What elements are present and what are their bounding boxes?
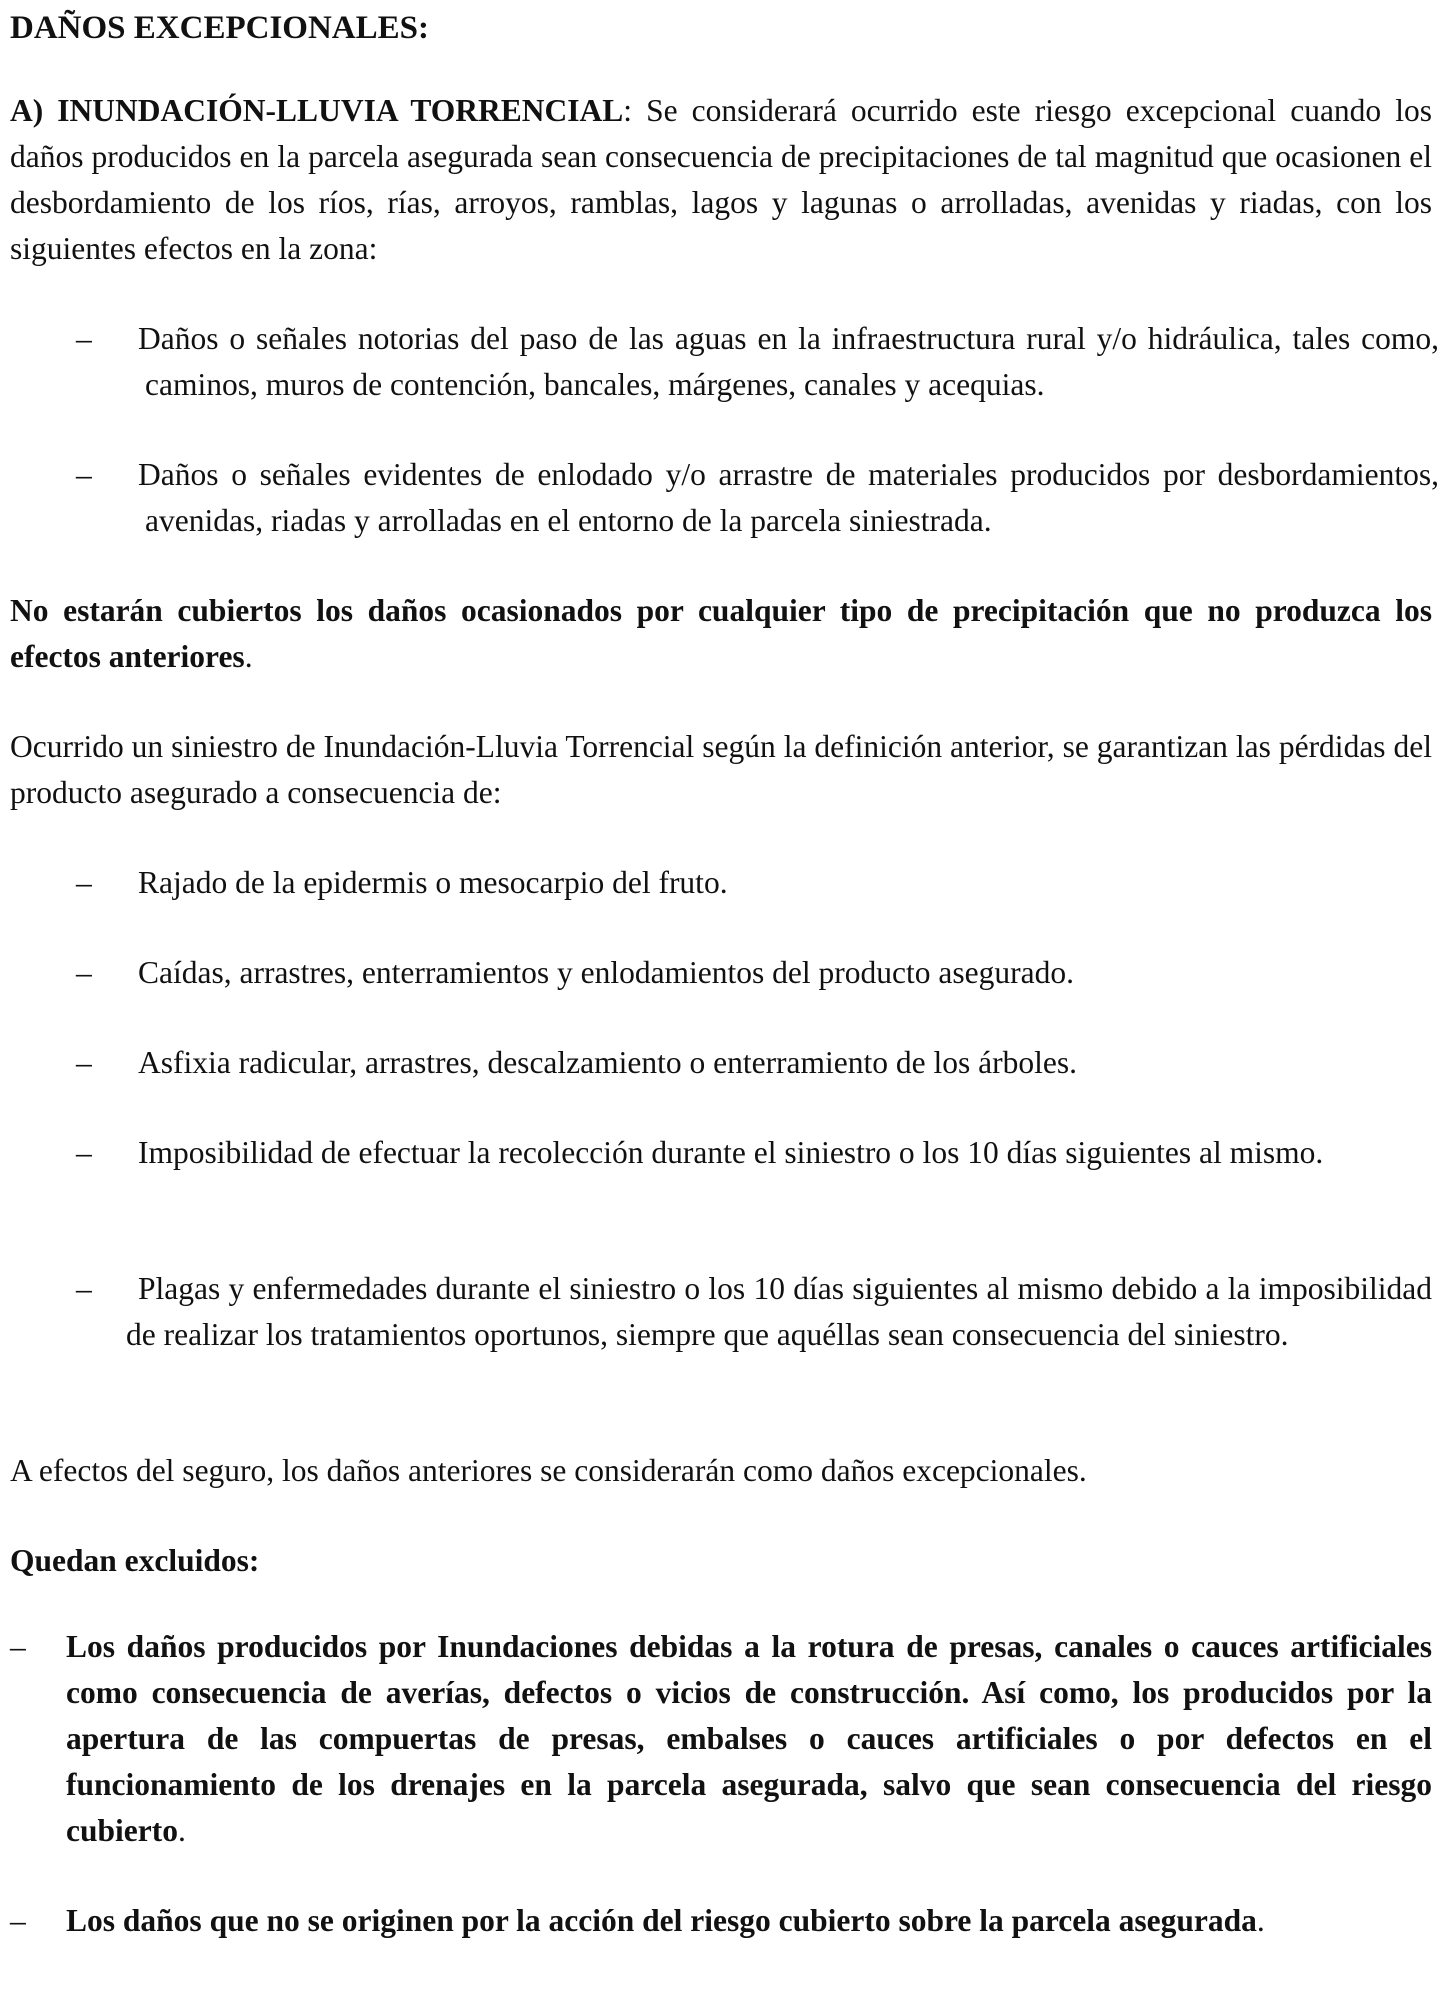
section-a-paragraph [10, 88, 1432, 272]
effect-item-text: Daños o señales notorias del paso de las aguas en la infraestructura rural y/o hidráulica, tales como, caminos, muros de contención, bancales, márgenes, canales y acequias. [138, 321, 1439, 402]
loss-item-text: Plagas y enfermedades durante el siniestro o los 10 días siguientes al mismo debido a la imposibilidad de realizar los tratamientos oportunos, siempre que aquéllas sean consecuencia del siniestro. [126, 1271, 1432, 1352]
section-a-heading: A) INUNDACIÓN-LLUVIA TORRENCIAL [10, 93, 624, 128]
bullet-dash: – [10, 1903, 26, 1938]
bullet-dash: – [76, 955, 92, 990]
loss-item-text: Asfixia radicular, arrastres, descalzamiento o enterramiento de los árboles. [138, 1045, 1077, 1080]
bullet-dash: – [76, 865, 92, 900]
exclusion-end: . [1256, 1903, 1265, 1938]
exclusion-bold-text: Los daños que no se originen por la acción del riesgo cubierto sobre la parcela asegurada [66, 1903, 1257, 1938]
exclusion-item-text [66, 1898, 1432, 1944]
not-covered-end: . [244, 639, 253, 674]
bullet-dash: – [76, 1045, 92, 1080]
effect-item-text: Daños o señales evidentes de enlodado y/o arrastre de materiales producidos por desbordamientos, avenidas, riadas y arrolladas en el entorno de la parcela siniestrada. [138, 457, 1439, 538]
loss-item-text: Rajado de la epidermis o mesocarpio del fruto. [138, 865, 728, 900]
exclusion-bold-text: Los daños producidos por Inundaciones debidas a la rotura de presas, canales o cauces artificiales como consecuencia de averías, defectos o vicios de construcción. Así como, los producidos por la apertura de las compuertas de presas, embalses o cauces artificiales o por defectos en el funcionamiento de los drenajes en la parcela asegurada, salvo que sean consecuencia del riesgo cubierto [66, 1629, 1432, 1848]
exclusion-end: . [177, 1813, 186, 1848]
not-covered-paragraph [10, 588, 1432, 680]
exclusion-item-text [66, 1624, 1432, 1854]
bullet-dash: – [76, 457, 92, 492]
not-covered-bold-text: No estarán cubiertos los daños ocasionados por cualquier tipo de precipitación que no produzca los efectos anteriores [10, 593, 1432, 674]
bullet-dash: – [10, 1629, 26, 1664]
guarantee-intro-paragraph: Ocurrido un siniestro de Inundación-Lluvia Torrencial según la definición anterior, se garantizan las pérdidas del producto asegurado a consecuencia de: [10, 729, 1432, 810]
loss-item-text: Caídas, arrastres, enterramientos y enlodamientos del producto asegurado. [138, 955, 1074, 990]
document-title: DAÑOS EXCEPCIONALES: [10, 10, 429, 46]
bullet-dash: – [76, 1271, 92, 1306]
excluded-heading: Quedan excluidos: [10, 1543, 260, 1578]
insurance-note: A efectos del seguro, los daños anteriores se considerarán como daños excepcionales. [10, 1453, 1087, 1488]
bullet-dash: – [76, 1135, 92, 1170]
loss-item-text: Imposibilidad de efectuar la recolección durante el siniestro o los 10 días siguientes al mismo. [138, 1135, 1324, 1170]
section-a-intro: : Se considerará ocurrido este riesgo excepcional cuando los daños producidos en la parcela asegurada sean consecuencia de precipitaciones de tal magnitud que ocasionen el desbordamiento de los ríos, rías, arroyos, ramblas, lagos y lagunas o arrolladas, avenidas y riadas, con los siguientes efectos en la zona: [10, 93, 1432, 266]
bullet-dash: – [76, 321, 92, 356]
